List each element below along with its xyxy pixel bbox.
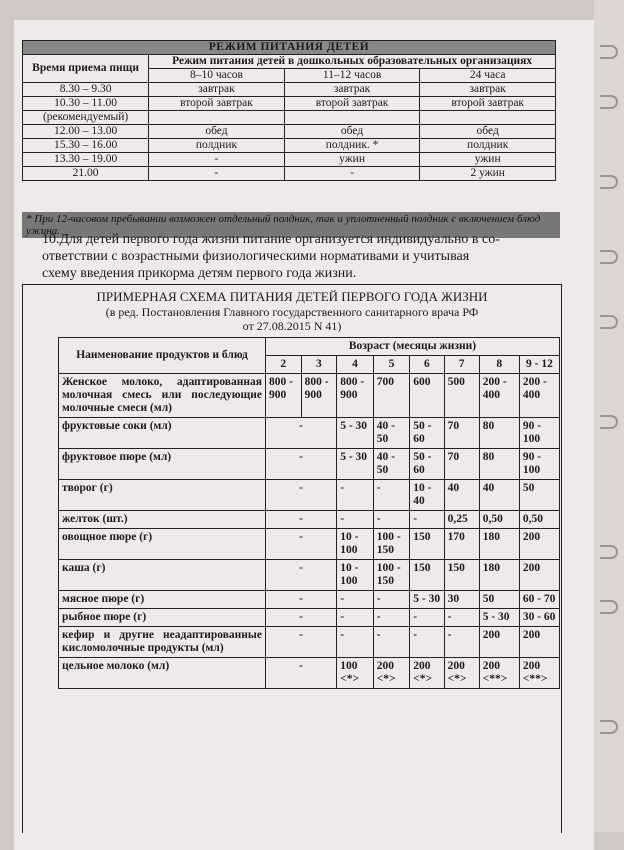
table-cell: 800 - 900	[266, 374, 302, 418]
age-header: 6	[410, 356, 444, 374]
product-name: фруктовые соки (мл)	[59, 418, 266, 449]
col-name-header: Наименование продуктов и блюд	[59, 338, 266, 374]
table-row	[59, 627, 560, 658]
table-cell: завтрак	[420, 83, 556, 97]
table-cell: -	[373, 511, 410, 529]
binder-ring	[600, 315, 618, 329]
table-cell: 40 - 50	[373, 449, 410, 480]
table-cell: -	[373, 627, 410, 658]
table-row	[59, 374, 560, 418]
table-cell: -	[266, 418, 337, 449]
table-cell: полдник	[149, 139, 285, 153]
binder-ring	[600, 720, 618, 734]
table-cell: 600	[410, 374, 444, 418]
table-cell: -	[337, 511, 374, 529]
age-header: 5	[373, 356, 410, 374]
table-cell: ужин	[420, 153, 556, 167]
table-cell: 180	[479, 529, 519, 560]
product-name: фруктовое пюре (мл)	[59, 449, 266, 480]
table-cell: 40	[444, 480, 479, 511]
binder-ring	[600, 250, 618, 264]
table-cell: -	[337, 591, 374, 609]
binder-ring	[600, 45, 618, 59]
table-cell: 200 <*>	[444, 658, 479, 689]
table-cell: 200	[479, 627, 519, 658]
table-cell: 5 - 30	[337, 449, 374, 480]
table-cell: -	[149, 167, 285, 181]
table-cell: второй завтрак	[149, 97, 285, 111]
table-cell: 200 <*>	[373, 658, 410, 689]
table-cell: обед	[284, 125, 420, 139]
product-name: кефир и другие неадаптированные кисломолочные продукты (мл)	[59, 627, 266, 658]
product-name: желток (шт.)	[59, 511, 266, 529]
table-row	[59, 560, 560, 591]
table-cell: 200 - 400	[519, 374, 559, 418]
table-cell: 200	[519, 627, 559, 658]
binder-ring	[600, 175, 618, 189]
product-name: цельное молоко (мл)	[59, 658, 266, 689]
binder-strip	[594, 0, 624, 832]
table-cell: ужин	[284, 153, 420, 167]
product-name: творог (г)	[59, 480, 266, 511]
sub-col-header: 24 часа	[420, 69, 556, 83]
table-row	[59, 449, 560, 480]
table-cell: 80	[479, 418, 519, 449]
table-cell: 800 - 900	[337, 374, 374, 418]
age-header: 4	[337, 356, 374, 374]
scheme-subtitle: от 27.08.2015 N 41)	[242, 319, 342, 333]
table-cell: -	[337, 480, 374, 511]
table-cell: 60 - 70	[519, 591, 559, 609]
age-header: 9 - 12	[519, 356, 559, 374]
table-cell: 8.30 – 9.30	[23, 83, 149, 97]
table-cell: 150	[444, 560, 479, 591]
table-cell: 50 - 60	[410, 449, 444, 480]
table-cell: -	[337, 627, 374, 658]
table-cell: -	[266, 627, 337, 658]
table-cell: -	[266, 658, 337, 689]
table-cell: -	[266, 480, 337, 511]
table-row	[59, 591, 560, 609]
table-cell: 50 - 60	[410, 418, 444, 449]
table-cell: 100 <*>	[337, 658, 374, 689]
age-header: 7	[444, 356, 479, 374]
table-cell: 700	[373, 374, 410, 418]
scheme-subtitle: (в ред. Постановления Главного государственного санитарного врача РФ	[105, 305, 479, 319]
col-age-header: Возраст (месяцы жизни)	[266, 338, 560, 356]
table-cell: полдник	[420, 139, 556, 153]
table-cell: (рекомендуемый)	[23, 111, 149, 125]
table-cell: обед	[149, 125, 285, 139]
table-cell: -	[266, 529, 337, 560]
binder-ring	[600, 600, 618, 614]
table-cell: 5 - 30	[479, 609, 519, 627]
age-header: 2	[266, 356, 302, 374]
product-name: мясное пюре (г)	[59, 591, 266, 609]
product-name: рыбное пюре (г)	[59, 609, 266, 627]
age-header: 3	[301, 356, 337, 374]
mode-title: РЕЖИМ ПИТАНИЯ ДЕТЕЙ	[23, 41, 556, 55]
table-cell: 170	[444, 529, 479, 560]
meal-mode-table	[22, 40, 556, 181]
table-cell: второй завтрак	[420, 97, 556, 111]
table-cell: 80	[479, 449, 519, 480]
table-cell: завтрак	[284, 83, 420, 97]
table-cell: 100 - 150	[373, 560, 410, 591]
paragraph-line: 10.Для детей первого года жизни питание организуется индивидуально в со-	[42, 232, 500, 247]
table-cell: -	[337, 609, 374, 627]
table-row	[59, 418, 560, 449]
table-cell: 0,25	[444, 511, 479, 529]
table-cell: -	[266, 560, 337, 591]
table-cell: обед	[420, 125, 556, 139]
table-cell: 70	[444, 449, 479, 480]
table-cell: -	[266, 609, 337, 627]
table-row	[59, 658, 560, 689]
table-cell: 50	[519, 480, 559, 511]
table-cell: -	[444, 627, 479, 658]
table-cell: -	[284, 167, 420, 181]
product-name: Женское молоко, адаптированная молочная смесь или последующие молочные смеси (мл)	[59, 374, 266, 418]
table-cell: 2 ужин	[420, 167, 556, 181]
table-cell: 10 - 100	[337, 560, 374, 591]
table-cell: -	[444, 609, 479, 627]
table-cell: 30 - 60	[519, 609, 559, 627]
mode-footnote: * При 12-часовом пребывании возможен отдельный полдник, так и уплотненный полдник с включением блюд ужина.	[22, 212, 560, 238]
table-cell: 10 - 40	[410, 480, 444, 511]
table-cell: -	[373, 480, 410, 511]
table-cell: 5 - 30	[337, 418, 374, 449]
table-cell: 40	[479, 480, 519, 511]
product-name: каша (г)	[59, 560, 266, 591]
table-cell: -	[266, 591, 337, 609]
table-cell: 21.00	[23, 167, 149, 181]
binder-ring	[600, 415, 618, 429]
table-cell: 13.30 – 19.00	[23, 153, 149, 167]
table-row	[59, 511, 560, 529]
table-cell: -	[149, 153, 285, 167]
table-row	[59, 609, 560, 627]
table-cell: 90 - 100	[519, 449, 559, 480]
binder-ring	[600, 545, 618, 559]
table-cell: завтрак	[149, 83, 285, 97]
table-row	[59, 529, 560, 560]
table-cell: 100 - 150	[373, 529, 410, 560]
table-cell: -	[410, 627, 444, 658]
table-cell: 5 - 30	[410, 591, 444, 609]
table-cell: 200 <*>	[410, 658, 444, 689]
table-cell: 15.30 – 16.00	[23, 139, 149, 153]
feeding-scheme-table	[58, 337, 560, 689]
table-cell: 200 <**>	[479, 658, 519, 689]
table-cell: 50	[479, 591, 519, 609]
age-header: 8	[479, 356, 519, 374]
table-cell: 200 - 400	[479, 374, 519, 418]
scheme-title: ПРИМЕРНАЯ СХЕМА ПИТАНИЯ ДЕТЕЙ ПЕРВОГО ГОДА ЖИЗНИ	[96, 289, 488, 304]
table-cell: 150	[410, 529, 444, 560]
table-cell: 200	[519, 560, 559, 591]
table-row	[59, 480, 560, 511]
table-cell: 200 <**>	[519, 658, 559, 689]
table-cell: 0,50	[479, 511, 519, 529]
table-cell: 30	[444, 591, 479, 609]
table-cell: -	[373, 591, 410, 609]
table-cell: 500	[444, 374, 479, 418]
table-cell: 0,50	[519, 511, 559, 529]
table-cell: 12.00 – 13.00	[23, 125, 149, 139]
table-cell: -	[373, 609, 410, 627]
table-cell: 10.30 – 11.00	[23, 97, 149, 111]
table-cell: второй завтрак	[284, 97, 420, 111]
sub-col-header: 8–10 часов	[149, 69, 285, 83]
table-cell: -	[410, 511, 444, 529]
product-name: овощное пюре (г)	[59, 529, 266, 560]
table-cell: полдник. *	[284, 139, 420, 153]
paragraph-line: схему введения прикорма детям первого года жизни.	[42, 266, 357, 281]
paragraph-line: ответствии с возрастными физиологическими нормативами и учитывая	[42, 249, 470, 264]
table-cell: 10 - 100	[337, 529, 374, 560]
table-cell: 70	[444, 418, 479, 449]
table-cell: 800 - 900	[301, 374, 337, 418]
table-cell: -	[266, 511, 337, 529]
table-cell: 200	[519, 529, 559, 560]
table-cell: 40 - 50	[373, 418, 410, 449]
sub-col-header: 11–12 часов	[284, 69, 420, 83]
table-cell: 150	[410, 560, 444, 591]
binder-ring	[600, 95, 618, 109]
table-cell: 180	[479, 560, 519, 591]
col-group-header: Режим питания детей в дошкольных образовательных организациях	[149, 55, 556, 69]
table-cell: -	[410, 609, 444, 627]
table-cell: 90 - 100	[519, 418, 559, 449]
col-time-header: Время приема пищи	[23, 55, 149, 83]
table-cell: -	[266, 449, 337, 480]
paragraph-10	[24, 231, 564, 282]
